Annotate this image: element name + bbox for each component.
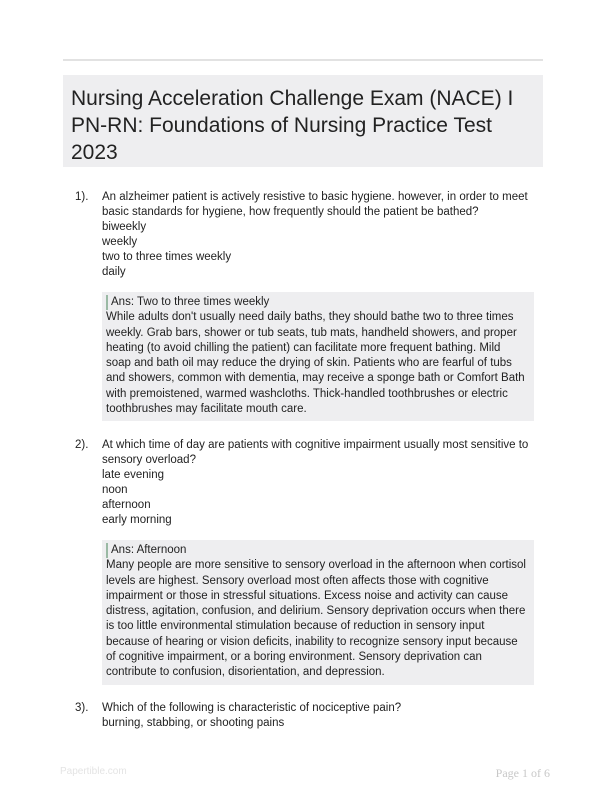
title-banner xyxy=(63,75,543,167)
question-body xyxy=(102,190,532,280)
question-text: Which of the following is characteristic of nociceptive pain? xyxy=(102,702,402,714)
answer-box-2 xyxy=(102,540,534,685)
option-item: noon xyxy=(102,484,128,496)
footer-watermark: Papertible.com xyxy=(60,766,127,777)
option-item: burning, stabbing, or shooting pains xyxy=(102,717,285,729)
option-item: biweekly xyxy=(102,221,147,233)
document-title: Nursing Acceleration Challenge Exam (NACE) I PN-RN: Foundations of Nursing Practice Test 2023 xyxy=(71,87,514,164)
question-number: 2). xyxy=(75,439,89,451)
answer-label: Ans: Two to three times weekly xyxy=(106,295,528,310)
answer-box-1 xyxy=(102,292,534,421)
option-item: weekly xyxy=(102,236,138,248)
question-text: An alzheimer patient is actively resistive to basic hygiene. however, in order to meet basic standards for hygiene, how frequently should the patient be bathed? xyxy=(102,191,528,218)
page-indicator: Page 1 of 6 xyxy=(495,766,550,780)
answer-explanation: While adults don't usually need daily baths, they should bathe two to three times weekly. Grab bars, shower or tub seats, tub mats, handheld showers, and proper heating (to avoid chilling the patient) can facilitate more frequent bathing. Mild soap and bath oil may reduce the drying of skin. Patients who are fearful of tubs and showers, common with dementia, may receive a sponge bath or Comfort Bath with premoistened, warmed washcloths. Thick-handled toothbrushes or electric toothbrushes may facilitate mouth care. xyxy=(106,311,525,416)
answer-explanation: Many people are more sensitive to sensory overload in the afternoon when cortisol levels are highest. Sensory overload most often affects those with cognitive impairment or those in stressful situations. Excess noise and activity can cause distress, agitation, confusion, and delirium. Sensory deprivation occurs when there is too little environmental stimulation because of reduction in sensory input because of hearing or vision deficits, inability to recognize sensory input because of cognitive impairment, or a boring environment. Sensory deprivation can contribute to confusion, disorientation, and depression. xyxy=(106,559,526,679)
option-item: daily xyxy=(102,266,126,278)
question-text: At which time of day are patients with cognitive impairment usually most sensitive to sensory overload? xyxy=(102,439,529,466)
question-body xyxy=(102,701,532,731)
top-divider xyxy=(63,59,543,61)
option-item: two to three times weekly xyxy=(102,251,232,263)
answer-label: Ans: Afternoon xyxy=(106,543,528,558)
question-number: 1). xyxy=(75,191,89,203)
question-number: 3). xyxy=(75,702,89,714)
option-item: afternoon xyxy=(102,499,151,511)
option-item: early morning xyxy=(102,514,172,526)
question-body xyxy=(102,438,532,528)
option-item: late evening xyxy=(102,469,165,481)
